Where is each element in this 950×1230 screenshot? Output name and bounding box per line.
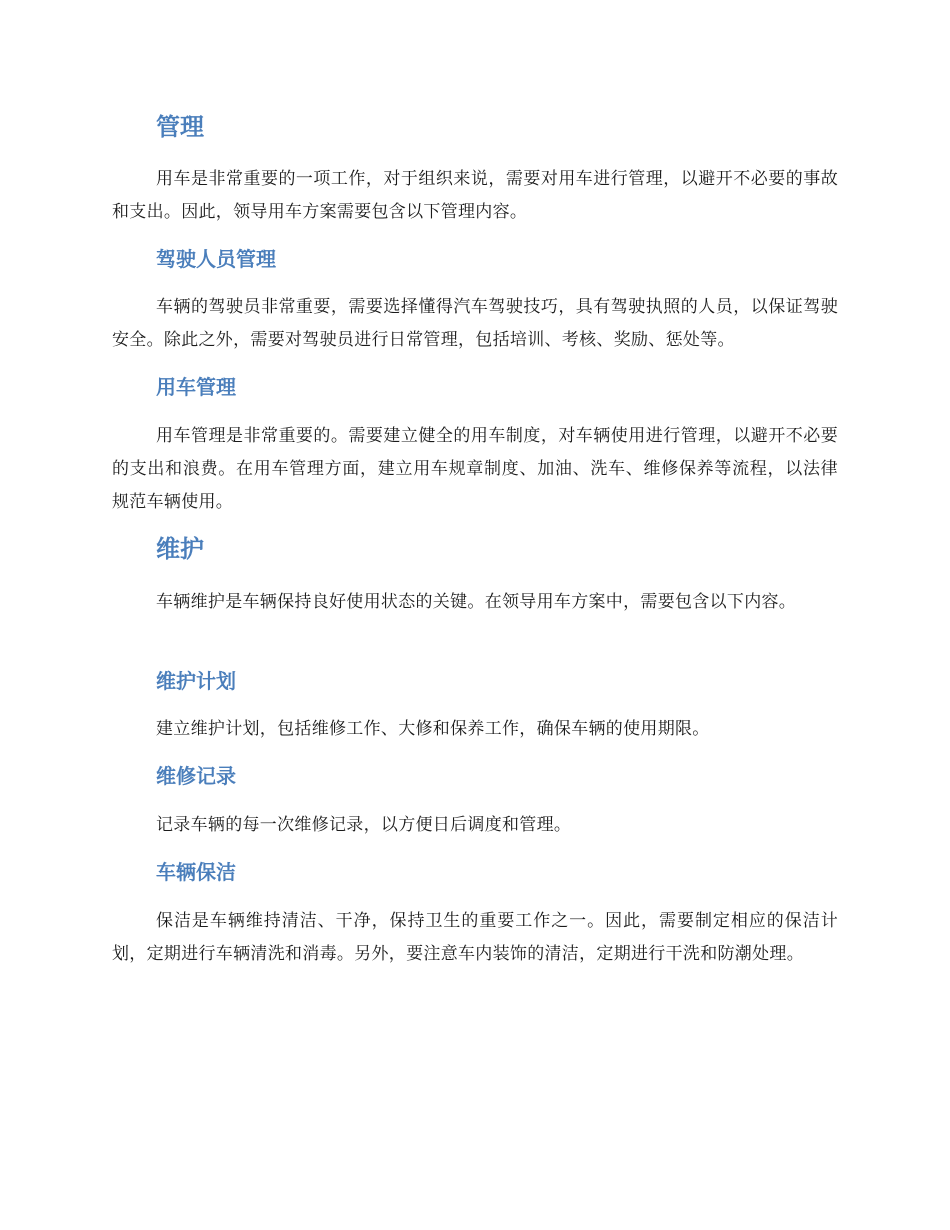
section-paragraph-management: 用车是非常重要的一项工作，对于组织来说，需要对用车进行管理，以避开不必要的事故和支出。因此，领导用车方案需要包含以下管理内容。 <box>112 169 838 222</box>
section-heading-management: 管理 <box>156 113 204 141</box>
section-paragraph-maintenance-plan: 建立维护计划，包括维修工作、大修和保养工作，确保车辆的使用期限。 <box>156 719 710 739</box>
section-paragraph-vehicle-cleaning: 保洁是车辆维持清洁、干净，保持卫生的重要工作之一。因此，需要制定相应的保洁计划，定期进行车辆清洗和消毒。另外，要注意车内装饰的清洁，定期进行干洗和防潮处理。 <box>112 911 838 964</box>
section-heading-repair-records: 维修记录 <box>156 764 236 788</box>
section-paragraph-driver-management: 车辆的驾驶员非常重要，需要选择懂得汽车驾驶技巧，具有驾驶执照的人员，以保证驾驶安全。除此之外，需要对驾驶员进行日常管理，包括培训、考核、奖励、惩处等。 <box>112 297 838 350</box>
section-heading-maintenance: 维护 <box>156 535 204 563</box>
section-paragraph-vehicle-use-management: 用车管理是非常重要的。需要建立健全的用车制度，对车辆使用进行管理，以避开不必要的支出和浪费。在用车管理方面，建立用车规章制度、加油、洗车、维修保养等流程，以法律规范车辆使用。 <box>112 426 838 512</box>
section-heading-vehicle-use-management: 用车管理 <box>156 375 236 399</box>
section-paragraph-maintenance: 车辆维护是车辆保持良好使用状态的关键。在领导用车方案中，需要包含以下内容。 <box>156 592 797 612</box>
section-paragraph-repair-records: 记录车辆的每一次维修记录，以方便日后调度和管理。 <box>156 815 572 835</box>
section-heading-vehicle-cleaning: 车辆保洁 <box>156 860 236 884</box>
section-heading-maintenance-plan: 维护计划 <box>156 669 236 693</box>
section-heading-driver-management: 驾驶人员管理 <box>156 247 276 271</box>
